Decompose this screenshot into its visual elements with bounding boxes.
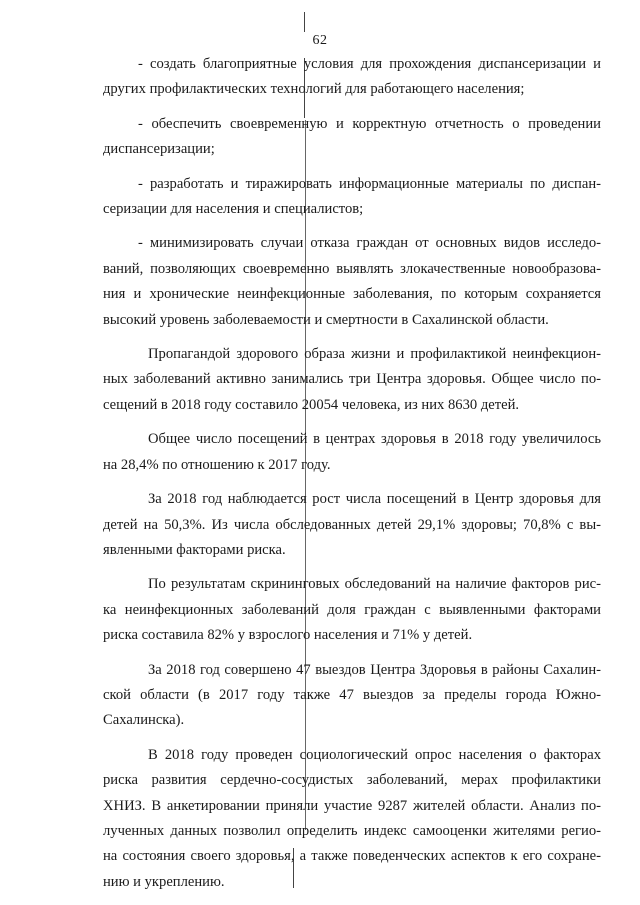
text-line: ской области (в 2017 году также 47 выездов за пределы города Южно- (103, 686, 601, 703)
text-line: - обеспечить своевременную и корректную отчетность о проведении (138, 115, 601, 132)
paragraph (103, 427, 601, 478)
text-line: на состояния своего здоровья, а также поведенческих аспектов к его сохране- (103, 848, 601, 865)
text-line: Сахалинска). (103, 712, 185, 729)
text-line: ка неинфекционных заболеваний доля граждан с выявленными факторами (103, 601, 601, 618)
text-line: Пропагандой здорового образа жизни и профилактикой неинфекцион- (148, 346, 601, 363)
text-line: риска развития сердечно-сосудистых заболеваний, мерах профилактики (103, 772, 601, 789)
paragraph (103, 658, 601, 734)
text-line: серизации для населения и специалистов; (103, 201, 364, 218)
text-line: на 28,4% по отношению к 2017 году. (103, 456, 331, 473)
text-line: За 2018 год наблюдается рост числа посещений в Центр здоровья для (148, 491, 601, 508)
text-line: Общее число посещений в центрах здоровья в 2018 году увеличилось (148, 431, 601, 448)
paragraph (103, 743, 601, 895)
text-line: нию и укреплению. (103, 873, 225, 890)
text-line: риска составила 82% у взрослого населения и 71% у детей. (103, 627, 473, 644)
document-body (103, 52, 601, 895)
bullet-item (103, 52, 601, 103)
text-line: - разработать и тиражировать информационные материалы по диспан- (138, 175, 601, 192)
text-line: В 2018 году проведен социологический опрос населения о факторах (148, 746, 601, 763)
text-line: сещений в 2018 году составило 20054 человека, из них 8630 детей. (103, 396, 520, 413)
paragraph (103, 572, 601, 648)
text-line: других профилактических технологий для работающего населения; (103, 81, 525, 98)
bullet-item (103, 231, 601, 333)
text-line: ных заболеваний активно занимались три Центра здоровья. Общее число по- (103, 371, 601, 388)
page-number: 62 (312, 33, 328, 48)
text-line: По результатам скрининговых обследований на наличие факторов рис- (148, 576, 601, 593)
text-line: ваний, позволяющих своевременно выявлять злокачественные новообразова- (103, 260, 601, 277)
text-line: За 2018 год совершено 47 выездов Центра Здоровья в районы Сахалин- (148, 661, 601, 678)
text-line: явленными факторами риска. (103, 541, 286, 558)
text-line: лученных данных позволил определить индекс самооценки жителями регио- (103, 822, 601, 839)
text-line: - создать благоприятные условия для прохождения диспансеризации и (138, 56, 601, 72)
text-line: - минимизировать случаи отказа граждан от основных видов исследо- (138, 235, 601, 252)
text-line: ХНИЗ. В анкетировании приняли участие 9287 жителей области. Анализ по- (103, 797, 601, 814)
bullet-item (103, 172, 601, 223)
scan-fold-line (304, 12, 305, 32)
paragraph (103, 487, 601, 563)
paragraph (103, 342, 601, 418)
text-line: диспансеризации; (103, 141, 215, 158)
text-line: ния и хронические неинфекционные заболевания, по которым сохраняется (103, 286, 601, 303)
text-line: детей на 50,3%. Из числа обследованных детей 29,1% здоровы; 70,8% с вы- (103, 516, 601, 533)
bullet-item (103, 112, 601, 163)
text-line: высокий уровень заболеваемости и смертности в Сахалинской области. (103, 311, 549, 328)
